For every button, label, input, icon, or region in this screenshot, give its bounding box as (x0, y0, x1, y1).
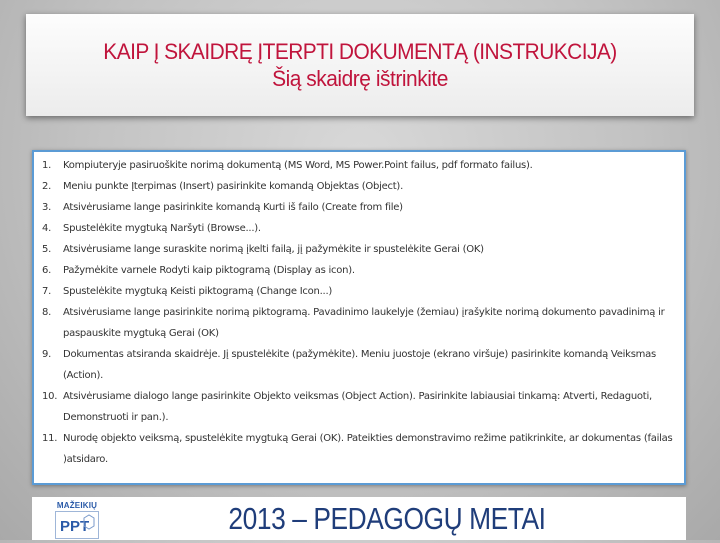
step-number: 8. (42, 307, 52, 318)
step-number: 10. (42, 391, 58, 402)
step-text: Dokumentas atsiranda skaidrėje. Jį spustelėkite (pažymėkite). Meniu juostoje (ekrano viršuje) pasirinkite komandą Veiksmas (Action). (63, 349, 656, 381)
step-number: 11. (42, 433, 58, 444)
step-number: 6. (42, 265, 52, 276)
step-number: 1. (42, 160, 52, 171)
step-text: Atsivėrusiame dialogo lange pasirinkite Objekto veiksmas (Object Action). Pasirinkite labiausiai tinkamą: Atverti, Redaguoti, Demonstruoti ir pan.). (63, 391, 652, 423)
step-text: Spustelėkite mygtuką Naršyti (Browse...). (63, 223, 261, 234)
logo-graphic-icon (56, 512, 98, 538)
instruction-step (42, 428, 676, 470)
step-number: 7. (42, 286, 52, 297)
step-text: Pažymėkite varnele Rodyti kaip piktogramą (Display as icon). (63, 265, 355, 276)
instruction-step (42, 239, 676, 260)
instruction-step (42, 302, 676, 344)
instructions-list (34, 152, 684, 470)
instruction-step (42, 260, 676, 281)
step-number: 9. (42, 349, 52, 360)
step-number: 3. (42, 202, 52, 213)
instructions-box (32, 150, 686, 485)
step-number: 4. (42, 223, 52, 234)
school-logo (52, 501, 102, 539)
footer-bar (32, 497, 686, 540)
step-text: Kompiuteryje pasiruoškite norimą dokumentą (MS Word, MS Power.Point failus, pdf formato failus). (63, 160, 533, 171)
logo-mark (55, 511, 99, 539)
step-number: 2. (42, 181, 52, 192)
instruction-step (42, 281, 676, 302)
slide-subtitle: Šią skaidrę ištrinkite (272, 66, 448, 91)
instruction-step (42, 155, 676, 176)
instruction-step (42, 197, 676, 218)
slide-title: KAIP Į SKAIDRĘ ĮTERPTI DOKUMENTĄ (INSTRUKCIJA) (103, 39, 617, 64)
step-text: Nurodę objekto veiksmą, spustelėkite mygtuką Gerai (OK). Pateikties demonstravimo režime patikrinkite, ar dokumentas (failas )atsidaro. (63, 433, 673, 465)
slide-title-box (26, 14, 694, 116)
instruction-step (42, 386, 676, 428)
footer-title: 2013 – PEDAGOGŲ METAI (228, 501, 546, 536)
step-text: Atsivėrusiame lange pasirinkite norimą piktogramą. Pavadinimo laukelyje (žemiau) įrašykite norimą dokumento pavadinimą ir paspauskite mygtuką Gerai (OK) (63, 307, 665, 339)
step-text: Atsivėrusiame lange suraskite norimą įkelti failą, jį pažymėkite ir spustelėkite Gerai (OK) (63, 244, 484, 255)
instruction-step (42, 344, 676, 386)
logo-mark-text: PPT (60, 518, 90, 535)
instruction-step (42, 176, 676, 197)
logo-text: MAŽEIKIŲ (56, 501, 98, 510)
step-text: Spustelėkite mygtuką Keisti piktogramą (Change Icon...) (63, 286, 333, 297)
step-number: 5. (42, 244, 52, 255)
step-text: Atsivėrusiame lange pasirinkite komandą Kurti iš failo (Create from file) (63, 202, 403, 213)
step-text: Meniu punkte Įterpimas (Insert) pasirinkite komandą Objektas (Object). (63, 181, 404, 192)
instruction-step (42, 218, 676, 239)
